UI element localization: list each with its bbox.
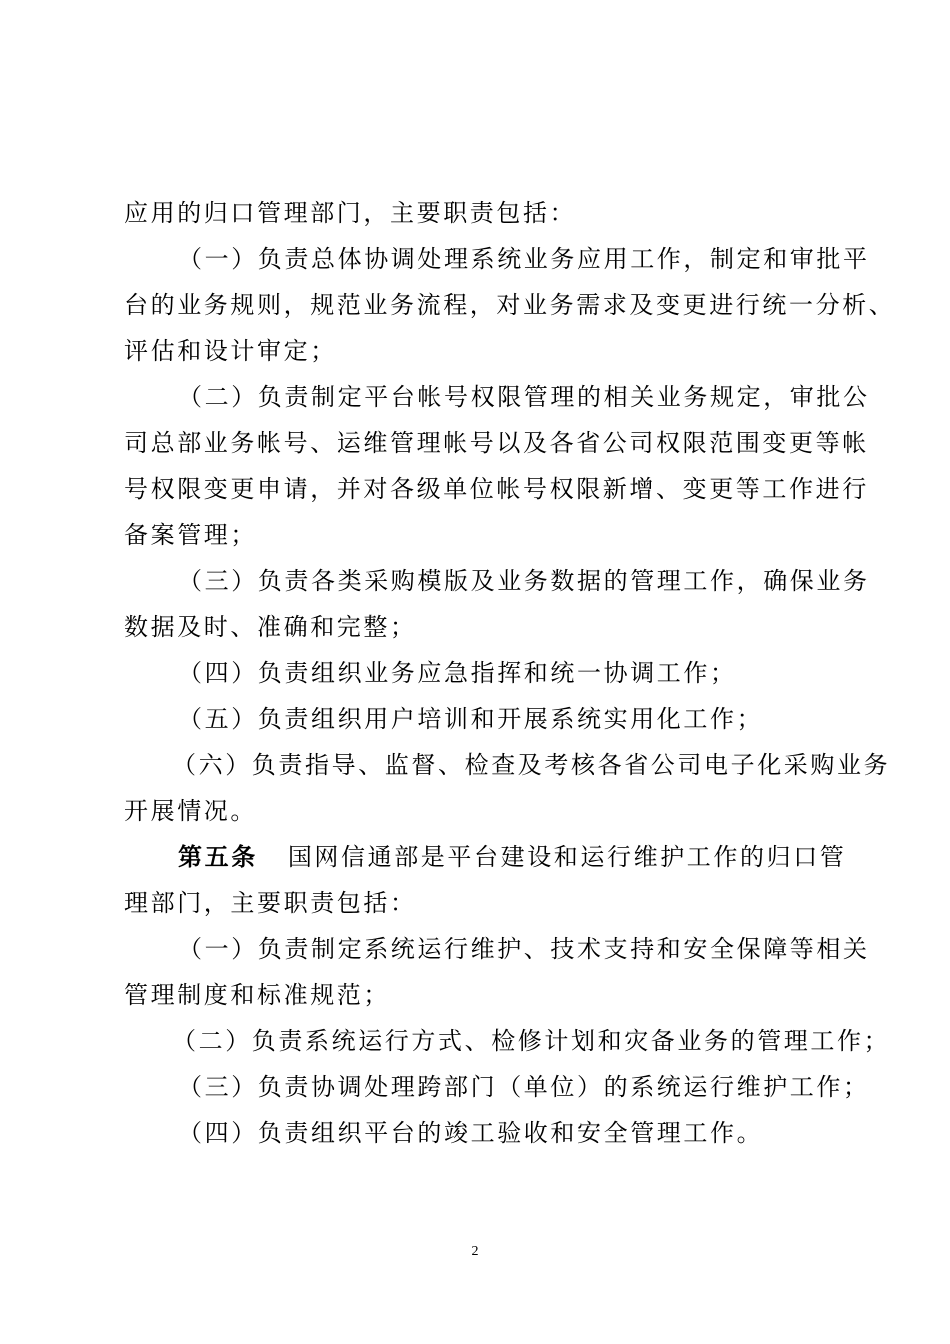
text-line: 备案管理； xyxy=(124,521,257,549)
text-line: 数据及时、准确和完整； xyxy=(124,613,417,641)
text-line: 司总部业务帐号、运维管理帐号以及各省公司权限范围变更等帐 xyxy=(124,429,869,457)
text-line: 开展情况。 xyxy=(124,797,257,825)
text-line: 管理制度和标准规范； xyxy=(124,981,390,1009)
text-line: 应用的归口管理部门，主要职责包括： xyxy=(124,199,577,227)
text-line: （五）负责组织用户培训和开展系统实用化工作； xyxy=(178,705,764,733)
text-line: 理部门，主要职责包括： xyxy=(124,889,417,917)
article-label: 第五条 xyxy=(178,842,258,871)
article-text: 国网信通部是平台建设和运行维护工作的归口管 xyxy=(287,843,847,871)
text-line: （三）负责各类采购模版及业务数据的管理工作，确保业务 xyxy=(178,567,870,595)
text-line: 台的业务规则，规范业务流程，对业务需求及变更进行统一分析、 xyxy=(124,291,896,319)
text-line: （一）负责总体协调处理系统业务应用工作，制定和审批平 xyxy=(178,245,870,273)
text-line: （二）负责制定平台帐号权限管理的相关业务规定，审批公 xyxy=(178,383,870,411)
text-line: （三）负责协调处理跨部门（单位）的系统运行维护工作； xyxy=(178,1073,870,1101)
text-line: （四）负责组织业务应急指挥和统一协调工作； xyxy=(178,659,737,687)
text-line: （一）负责制定系统运行维护、技术支持和安全保障等相关 xyxy=(178,935,870,963)
page-number: 2 xyxy=(471,1244,479,1259)
text-line: （四）负责组织平台的竣工验收和安全管理工作。 xyxy=(178,1119,764,1147)
article-line xyxy=(178,842,846,872)
text-line: 评估和设计审定； xyxy=(124,337,337,365)
text-line: 号权限变更申请，并对各级单位帐号权限新增、变更等工作进行 xyxy=(124,475,869,503)
text-line: （二）负责系统运行方式、检修计划和灾备业务的管理工作； xyxy=(172,1027,891,1055)
text-line: （六）负责指导、监督、检查及考核各省公司电子化采购业务 xyxy=(172,751,891,779)
